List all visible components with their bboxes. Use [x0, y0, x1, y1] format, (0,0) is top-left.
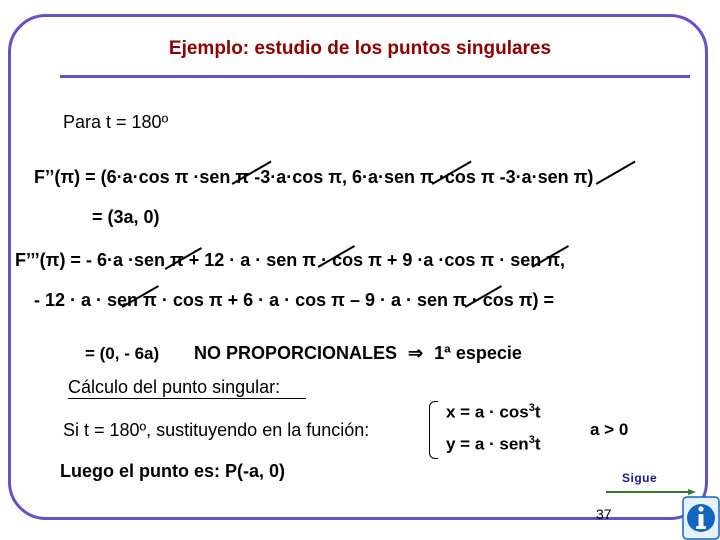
first-derivative-result: = (3a, 0) [92, 207, 160, 227]
system-brace [429, 401, 438, 459]
conclusion-text [194, 343, 522, 364]
first-derivative-formula: F’’(π) = (6·a·cos π ·sen π -3·a·cos π, 6·a·sen π ·cos π -3·a·sen π) [34, 167, 594, 187]
slide-title: Ejemplo: estudio de los puntos singulares [168, 38, 552, 59]
info-icon[interactable] [682, 496, 720, 540]
system-equation-x: $x = a \cdot \cos^3t$ [446, 402, 541, 422]
conclusion-type: 1ª especie [434, 343, 522, 363]
second-derivative-formula-line2: - 12 · a · sen π · cos π + 6 · a · cos π – 9 · a · sen π · cos π) = [34, 290, 555, 310]
condition-text: a > 0 [590, 420, 629, 439]
next-link[interactable]: Sigue [622, 471, 658, 485]
title-divider [60, 75, 690, 78]
page-number: 37 [596, 506, 612, 522]
parameter-text: Para t = 180º [63, 112, 169, 132]
section-heading: Cálculo del punto singular: [68, 377, 281, 397]
arrow-right-icon[interactable] [606, 489, 696, 495]
conclusion-label: NO PROPORCIONALES [194, 343, 398, 363]
section-heading-underline [68, 398, 306, 399]
result-point: Luego el punto es: P(-a, 0) [60, 461, 286, 481]
second-derivative-result: = (0, - 6a) [85, 344, 160, 363]
substitution-text: Si t = 180º, sustituyendo en la función: [63, 420, 370, 440]
implies-symbol: ⇒ [408, 343, 424, 363]
system-equation-y: y = a · sen$^3$t [446, 434, 541, 454]
second-derivative-formula-line1: F’’’(π) = - 6·a ·sen π + 12 · a · sen π · cos π + 9 ·a ·cos π · sen π, [15, 250, 566, 270]
